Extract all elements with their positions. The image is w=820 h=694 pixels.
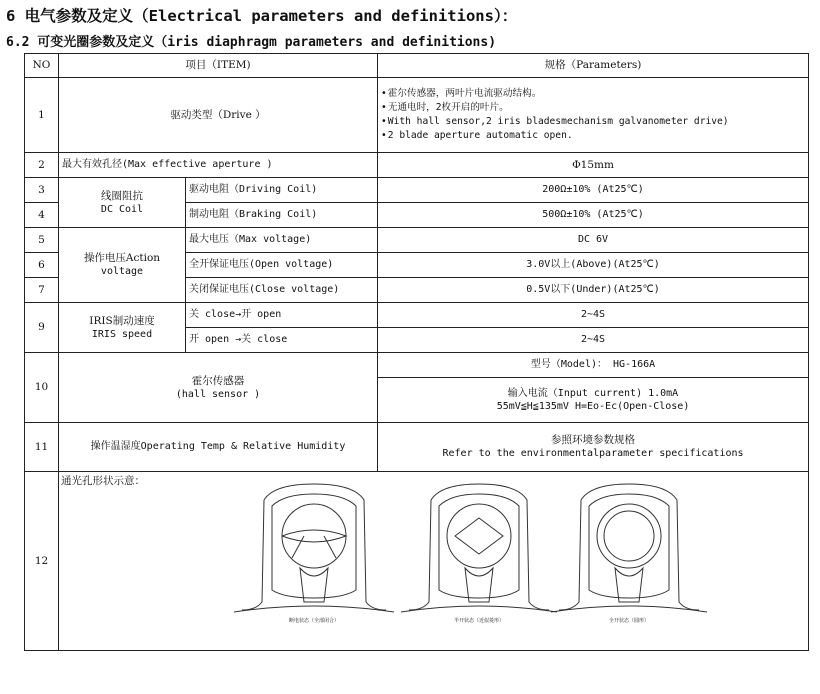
section-heading: 6 电气参数及定义（Electrical parameters and definitions）： <box>6 7 518 25</box>
subsection-heading: 6.2 可变光圈参数及定义（iris diaphragm parameters and definitions) <box>6 35 497 50</box>
aperture-figure-cell <box>59 472 809 651</box>
row-subitem: 制动电阻（Braking Coil) <box>186 203 378 228</box>
header-no: NO <box>25 54 59 78</box>
row-no: 7 <box>25 278 59 303</box>
row-item: 驱动类型（Drive ） <box>59 78 378 153</box>
param-line: Refer to the environmentalparameter specifications <box>442 448 744 460</box>
row-no: 5 <box>25 228 59 253</box>
group-label-en: voltage <box>100 266 144 278</box>
table-row <box>25 423 809 472</box>
table-row <box>25 153 809 178</box>
header-item: 项目（ITEM) <box>59 54 378 78</box>
row-param: 500Ω±10% (At25℃) <box>378 203 809 228</box>
caption-closed: 断电状态（全部闭合） <box>288 618 339 624</box>
table-row <box>25 353 809 378</box>
row-group <box>59 228 186 303</box>
row-no: 4 <box>25 203 59 228</box>
item-label-en: (hall sensor ) <box>175 388 261 400</box>
row-param: DC 6V <box>378 228 809 253</box>
row-item <box>59 353 378 423</box>
row-subitem: 全开保证电压(Open voltage) <box>186 253 378 278</box>
row-no: 12 <box>25 472 59 651</box>
row-no: 6 <box>25 253 59 278</box>
aperture-closed-diagram <box>234 484 394 612</box>
param-line: 参照环境参数规格 <box>551 434 636 447</box>
group-label: IRIS制动速度 <box>89 314 155 327</box>
row-no: 1 <box>25 78 59 153</box>
item-label: 霍尔传感器 <box>191 374 245 387</box>
param-line: • 霍尔传感器，两叶片电流驱动结构。 <box>381 87 805 101</box>
table-row <box>25 178 809 203</box>
row-param: 200Ω±10% (At25℃) <box>378 178 809 203</box>
aperture-diagrams <box>59 472 807 642</box>
row-param <box>378 78 809 153</box>
table-row <box>25 78 809 153</box>
table-row <box>25 472 809 651</box>
param-line: 55mV≦H≦135mV H=Eo-Ec(Open-Close) <box>496 401 690 412</box>
header-param: 规格（Parameters) <box>378 54 809 78</box>
caption-full-open: 全开状态（圆形） <box>608 618 649 624</box>
row-param: 型号（Model)： HG-166A <box>378 353 809 378</box>
row-item: 最大有效孔径(Max effective aperture ) <box>59 153 378 178</box>
group-label-en: IRIS speed <box>91 328 153 340</box>
parameters-table <box>24 53 809 651</box>
param-line: • With hall sensor,2 iris bladesmechanism galvanometer drive) <box>381 115 805 129</box>
row-no: 11 <box>25 423 59 472</box>
row-param: Φ15mm <box>378 153 809 178</box>
row-group <box>59 178 186 228</box>
param-line: • 无通电时，2枚开启的叶片。 <box>381 101 805 115</box>
table-header-row <box>25 54 809 78</box>
row-no: 3 <box>25 178 59 203</box>
row-subitem: 关 close→开 open <box>186 303 378 328</box>
row-group <box>59 303 186 353</box>
param-line: 输入电流（Input current) 1.0mA <box>507 387 679 399</box>
group-label: 操作电压Action <box>83 252 161 265</box>
group-label: 线圈阻抗 <box>101 189 143 202</box>
figure-title: 通光孔形状示意： <box>61 475 145 487</box>
table-row <box>25 303 809 328</box>
aperture-full-open-diagram <box>551 484 707 612</box>
table-row <box>25 228 809 253</box>
param-line: • 2 blade aperture automatic open. <box>381 129 805 143</box>
row-param: 2~4S <box>378 303 809 328</box>
row-subitem: 最大电压（Max voltage) <box>186 228 378 253</box>
row-subitem: 开 open →关 close <box>186 328 378 353</box>
row-param <box>378 378 809 423</box>
row-param: 2~4S <box>378 328 809 353</box>
caption-half-open: 半开状态（近似菱形） <box>453 618 504 624</box>
row-no: 10 <box>25 353 59 423</box>
row-item: 操作温湿度Operating Temp & Relative Humidity <box>59 423 378 472</box>
aperture-half-open-diagram <box>401 484 557 612</box>
row-subitem: 驱动电阻（Driving Coil) <box>186 178 378 203</box>
row-no: 9 <box>25 303 59 353</box>
row-subitem: 关闭保证电压(Close voltage) <box>186 278 378 303</box>
row-param: 3.0V以上(Above)(At25℃) <box>378 253 809 278</box>
row-no: 2 <box>25 153 59 178</box>
row-param <box>378 423 809 472</box>
group-label-en: DC Coil <box>100 203 144 215</box>
row-param: 0.5V以下(Under)(At25℃) <box>378 278 809 303</box>
